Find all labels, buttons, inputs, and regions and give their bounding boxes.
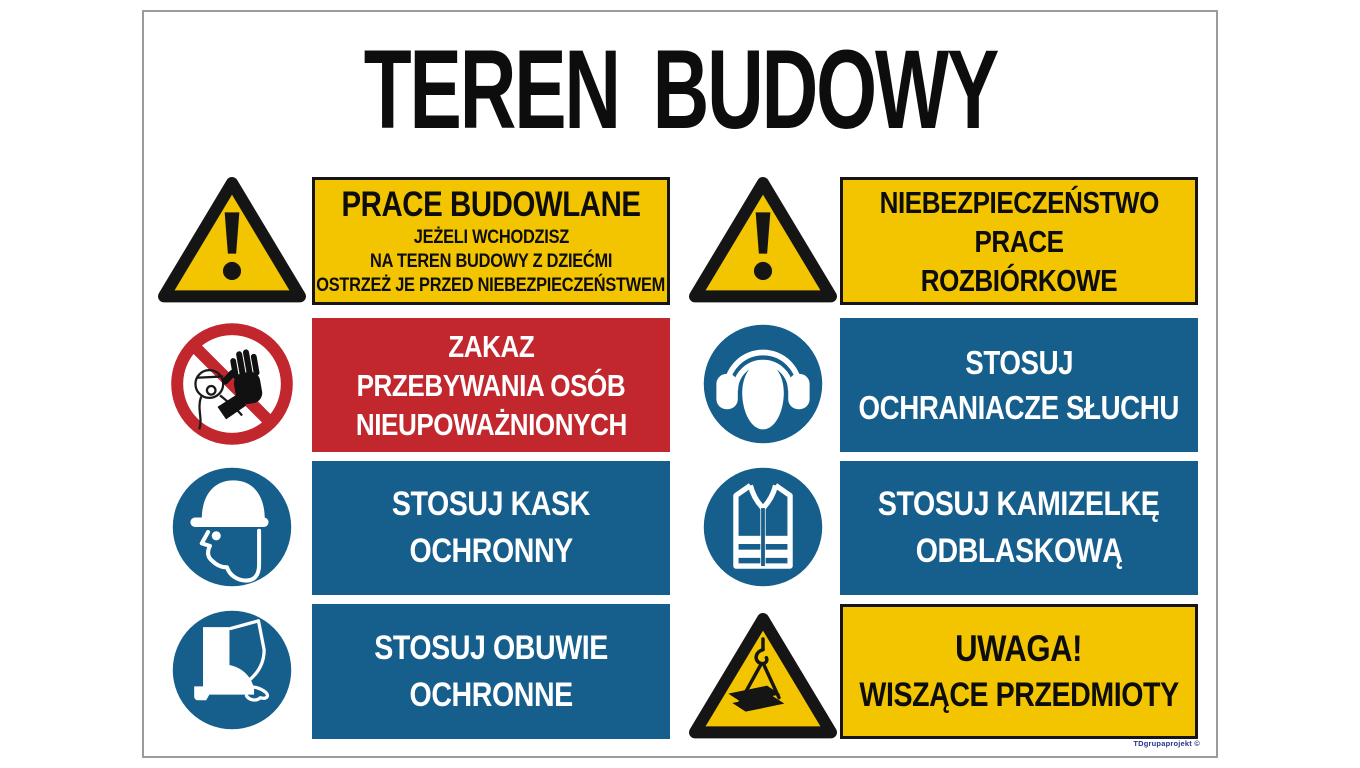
no-access-icon — [169, 321, 295, 447]
panel-line: OSTRZEŻ JE PRZED NIEBEZPIECZEŃSTWEM — [316, 274, 666, 296]
panel-line: WISZĄCE PRZEDMIOTY — [859, 675, 1179, 714]
panel-line: PRACE — [974, 223, 1064, 259]
panel-line: STOSUJ — [965, 344, 1073, 381]
panel-uwaga-wiszace — [840, 604, 1198, 739]
panel-line: ZAKAZ — [447, 328, 535, 364]
panel-line: UWAGA! — [955, 627, 1083, 669]
panel-prace-budowlane — [312, 177, 670, 305]
panel-niebezpieczenstwo — [840, 177, 1198, 305]
panel-stosuj-kamizelke — [840, 461, 1198, 595]
panel-stosuj-kask — [312, 461, 670, 595]
panel-stosuj-obuwie — [312, 604, 670, 739]
panel-heading: PRACE BUDOWLANE — [341, 185, 641, 224]
panel-line: ODBLASKOWĄ — [915, 532, 1123, 570]
manufacturer-watermark: TDgrupaprojekt © — [1133, 739, 1200, 748]
panel-line: JEŻELI WCHODZISZ — [413, 226, 569, 248]
warning-triangle-icon — [687, 172, 839, 306]
panel-ochraniacze-sluchu — [840, 318, 1198, 452]
panel-line: STOSUJ OBUWIE — [374, 628, 608, 667]
hi-vis-vest-icon — [700, 464, 826, 590]
ear-protection-icon — [700, 321, 826, 447]
panel-zakaz-przebywania — [312, 318, 670, 452]
safety-sign-board — [142, 10, 1218, 758]
panel-line: STOSUJ KAMIZELKĘ — [878, 485, 1160, 523]
panel-line: PRZEBYWANIA OSÓB — [356, 367, 626, 403]
panel-line: OCHRONNE — [409, 675, 573, 714]
safety-boots-icon — [169, 607, 295, 733]
page-title — [144, 27, 1216, 152]
page-title-text: TEREN BUDOWY — [363, 27, 997, 152]
panel-line: OCHRONNY — [409, 532, 573, 570]
hanging-load-icon — [687, 608, 839, 742]
panel-line: ROZBIÓRKOWE — [920, 262, 1118, 298]
panel-line: NA TEREN BUDOWY Z DZIEĆMI — [369, 250, 613, 272]
panel-line: NIEBEZPIECZEŃSTWO — [879, 184, 1159, 220]
panel-line: NIEUPOWAŻNIONYCH — [355, 406, 627, 442]
hard-hat-icon — [169, 464, 295, 590]
panel-line: OCHRANIACZE SŁUCHU — [858, 389, 1180, 426]
panel-line: STOSUJ KASK — [391, 485, 591, 523]
